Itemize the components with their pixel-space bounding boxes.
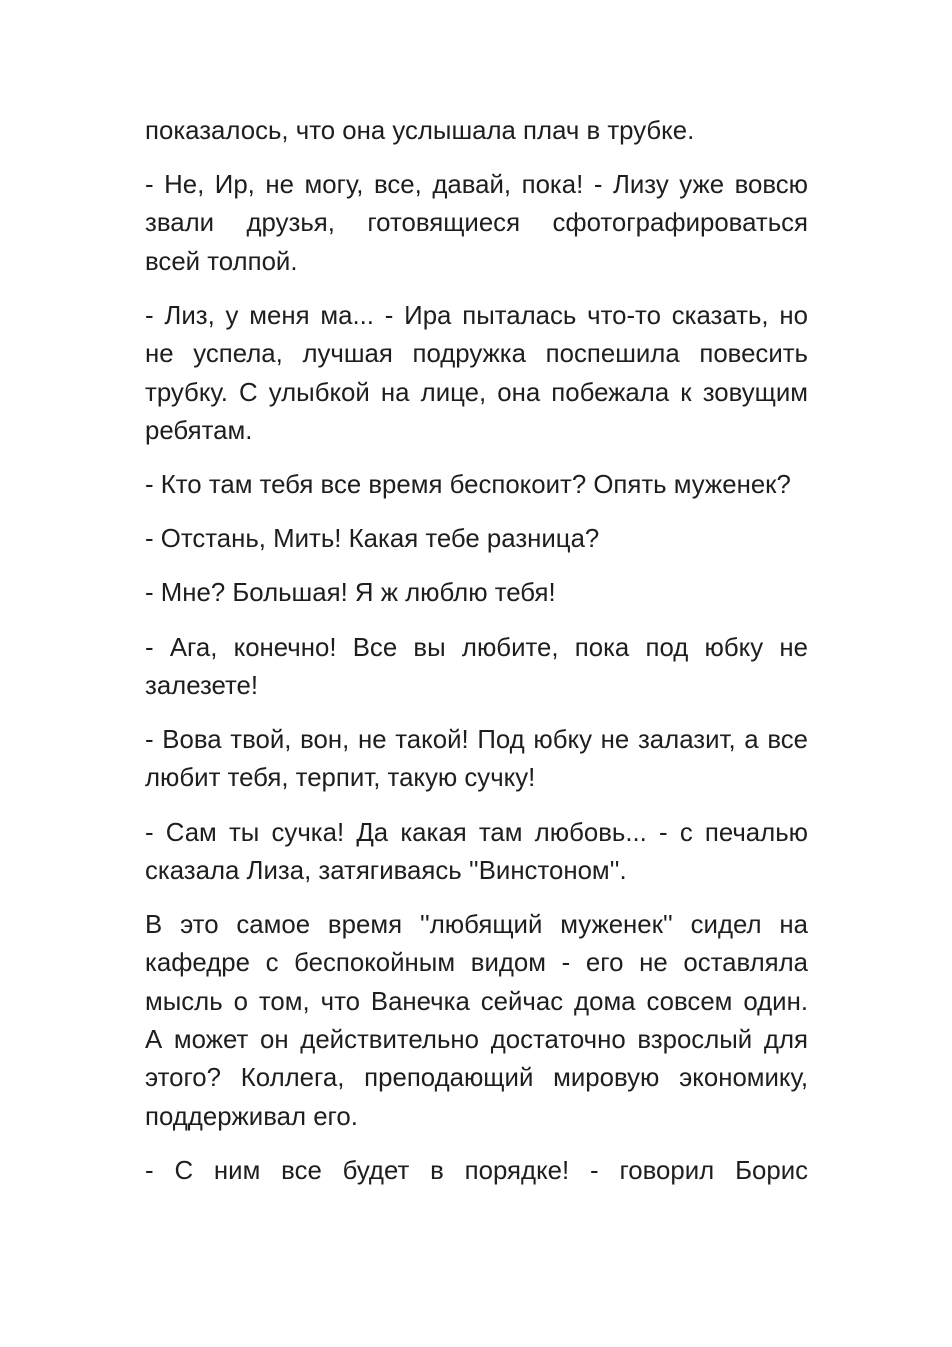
text-line: - Вова твой, вон, не такой! Под юбку не залазит, а все <box>145 726 808 755</box>
text-line: не успела, лучшая подружка поспешила повесить <box>145 340 808 369</box>
text-line: - Сам ты сучка! Да какая там любовь... - с печалью <box>145 818 808 847</box>
text-line: ребятам. <box>145 416 253 445</box>
paragraph-8 <box>145 721 808 798</box>
text-line: показалось, что она услышала плач в трубке. <box>145 117 695 145</box>
document-body <box>145 112 808 1206</box>
text-line: всей толпой. <box>145 247 298 276</box>
text-line: А может он действительно достаточно взрослый для <box>145 1025 808 1054</box>
paragraph-6 <box>145 574 808 612</box>
text-line: мысль о том, что Ванечка сейчас дома совсем один. <box>145 987 808 1016</box>
text-line: - Отстань, Мить! Какая тебе разница? <box>145 525 600 554</box>
text-line: В это самое время ''любящий муженек'' сидел на <box>145 911 808 940</box>
text-line: кафедре с беспокойным видом - его не оставляла <box>145 949 808 978</box>
text-line: трубку. С улыбкой на лице, она побежала к зовущим <box>145 378 808 407</box>
paragraph-11 <box>145 1152 808 1190</box>
paragraph-4 <box>145 466 808 504</box>
text-line: - С ним все будет в порядке! - говорил Борис <box>145 1156 808 1185</box>
text-line: - Лиз, у меня ма... - Ира пыталась что-то сказать, но <box>145 301 808 330</box>
paragraph-5 <box>145 520 808 558</box>
text-line: - Не, Ир, не могу, все, давай, пока! - Лизу уже вовсю <box>145 171 808 200</box>
text-line: сказала Лиза, затягиваясь ''Винстоном''. <box>145 856 627 885</box>
paragraph-7 <box>145 629 808 706</box>
paragraph-10 <box>145 906 808 1136</box>
paragraph-2 <box>145 166 808 281</box>
text-line: поддерживал его. <box>145 1102 358 1131</box>
text-line: любит тебя, терпит, такую сучку! <box>145 764 536 793</box>
text-line: залезете! <box>145 671 259 700</box>
paragraph-9 <box>145 814 808 891</box>
text-line: этого? Коллега, преподающий мировую экономику, <box>145 1064 808 1093</box>
paragraph-3 <box>145 297 808 450</box>
text-line: - Ага, конечно! Все вы любите, пока под юбку не <box>145 633 808 662</box>
text-line: - Кто там тебя все время беспокоит? Опять муженек? <box>145 471 791 500</box>
paragraph-1 <box>145 112 808 150</box>
text-line: звали друзья, готовящиеся сфотографироваться <box>145 209 808 238</box>
text-line: - Мне? Большая! Я ж люблю тебя! <box>145 579 556 608</box>
